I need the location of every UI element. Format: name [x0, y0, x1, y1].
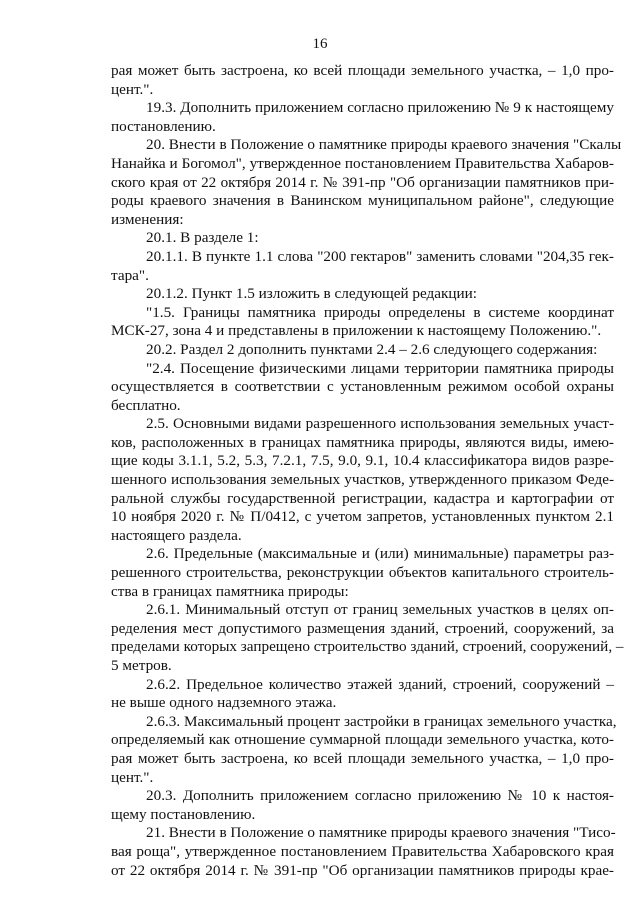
text-line: цент.". — [111, 768, 154, 786]
page-number: 16 — [312, 36, 328, 52]
text-line: решенного строительства, реконструкции объектов капитального строитель- — [111, 564, 614, 582]
text-line: щие коды 3.1.1, 5.2, 5.3, 7.2.1, 7.5, 9.0, 9.1, 10.4 классификатора видов разре- — [111, 452, 614, 470]
text-line: щему постановлению. — [111, 805, 256, 823]
text-line: рая может быть застроена, ко всей площади земельного участка, – 1,0 про- — [111, 62, 614, 79]
text-line: цент.". — [111, 80, 154, 98]
text-line: настоящего раздела. — [111, 526, 242, 544]
document-body — [111, 62, 624, 880]
text-line: 20. Внести в Положение о памятнике природы краевого значения "Скалы — [146, 136, 622, 154]
text-line: 20.2. Раздел 2 дополнить пунктами 2.4 – 2.6 следующего содержания: — [146, 340, 598, 358]
text-line: 5 метров. — [111, 657, 172, 674]
text-line: 2.6.1. Минимальный отступ от границ земельных участков в целях оп- — [146, 601, 614, 619]
text-line: тара". — [111, 266, 149, 284]
text-line: "1.5. Границы памятника природы определены в системе координат — [146, 303, 614, 321]
text-line: пределами которых запрещено строительство зданий, строений, сооружений, – — [111, 638, 624, 656]
text-line: шенного использования земельных участков, утвержденного приказом Феде- — [111, 471, 614, 489]
text-line: 10 ноября 2020 г. № П/0412, с учетом запретов, установленных пунктом 2.1 — [111, 508, 614, 526]
text-line: 2.6.2. Предельное количество этажей зданий, строений, сооружений – — [146, 675, 614, 693]
text-line: МСК-27, зона 4 и представлены в приложении к настоящему Положению.". — [111, 322, 602, 340]
text-line: "2.4. Посещение физическими лицами территории памятника природы — [146, 359, 614, 377]
text-line: ральной службы государственной регистрации, кадастра и картографии от — [111, 489, 614, 507]
text-line: 2.6.3. Максимальный процент застройки в границах земельного участка, — [146, 712, 617, 730]
text-line: ского края от 22 октября 2014 г. № 391-пр "Об организации памятников при- — [111, 173, 614, 191]
text-line: ределения мест допустимого размещения зданий, строений, сооружений, за — [111, 619, 614, 637]
text-line: 20.1. В разделе 1: — [146, 229, 259, 247]
text-line: определяемый как отношение суммарной площади земельного участка, кото- — [111, 731, 614, 749]
text-line: 19.3. Дополнить приложением согласно приложению № 9 к настоящему — [146, 99, 614, 117]
text-line: 2.6. Предельные (максимальные и (или) минимальные) параметры раз- — [146, 545, 614, 563]
text-line: 20.3. Дополнить приложением согласно приложению № 10 к настоя- — [146, 787, 614, 805]
text-line: ков, расположенных в границах памятника природы, являются виды, имею- — [111, 433, 614, 451]
text-line: 20.1.1. В пункте 1.1 слова "200 гектаров" заменить словами "204,35 гек- — [146, 247, 614, 265]
text-line: ства в границах памятника природы: — [111, 582, 349, 600]
text-line: 20.1.2. Пункт 1.5 изложить в следующей редакции: — [146, 285, 477, 303]
text-line: осуществляется в соответствии с установленным режимом особой охраны — [111, 378, 614, 396]
text-line: Нанайка и Богомол", утвержденное постановлением Правительства Хабаров- — [111, 154, 614, 172]
text-line: не выше одного надземного этажа. — [111, 694, 337, 712]
text-line: постановлению. — [111, 117, 216, 135]
text-line: роды краевого значения в Ванинском муниципальном районе", следующие — [111, 192, 614, 210]
text-line: изменения: — [111, 210, 184, 228]
text-line: 21. Внести в Положение о памятнике природы краевого значения "Тисо- — [146, 824, 616, 842]
text-line: 2.5. Основными видами разрешенного использования земельных участ- — [146, 415, 614, 433]
text-line: рая может быть застроена, ко всей площади земельного участка, – 1,0 про- — [111, 749, 614, 767]
text-line: бесплатно. — [111, 396, 181, 414]
text-line: от 22 октября 2014 г. № 391-пр "Об организации памятников природы крае- — [111, 861, 614, 879]
text-line: вая роща", утвержденное постановлением Правительства Хабаровского края — [111, 842, 614, 860]
